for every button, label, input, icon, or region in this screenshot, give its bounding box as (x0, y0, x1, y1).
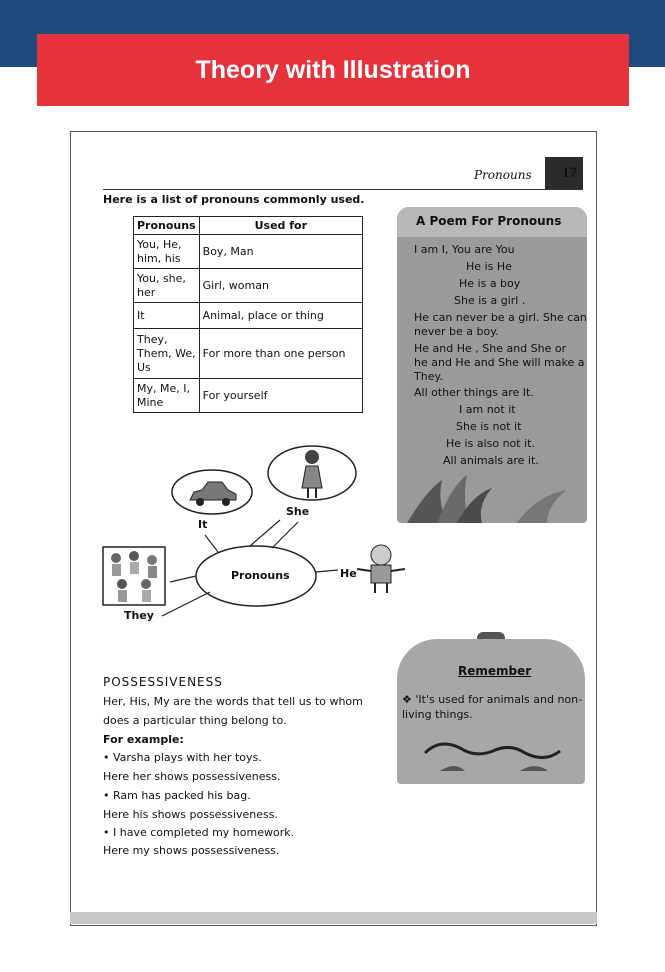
chapter-title: Pronouns (474, 168, 532, 182)
table-cell: Animal, place or thing (199, 303, 362, 329)
table-row (134, 379, 363, 413)
page-frame-bottom (70, 912, 597, 924)
section-title: POSSESSIVENESS (103, 675, 223, 689)
table-cell: You, she, her (134, 269, 200, 303)
example-line: • Ram has packed his bag. (103, 789, 251, 802)
poem-line: He is a boy (459, 277, 521, 290)
pronoun-table (133, 216, 363, 413)
table-cell: Boy, Man (199, 235, 362, 269)
poem-line: he and He and She will make a (414, 356, 585, 369)
grass-illustration (397, 470, 587, 523)
header-rule (103, 189, 583, 190)
body-text: Her, His, My are the words that tell us to whom (103, 695, 363, 708)
table-row (134, 329, 363, 379)
poem-line: He is also not it. (446, 437, 535, 450)
remember-title: Remember (458, 664, 532, 678)
example-line: Here my shows possessiveness. (103, 844, 280, 857)
poem-title: A Poem For Pronouns (416, 214, 562, 228)
table-cell: For yourself (199, 379, 362, 413)
poem-line: He is He (466, 260, 512, 273)
banner-title: Theory with Illustration (195, 55, 471, 84)
girl-icon (300, 448, 324, 500)
poem-line: They. (414, 370, 443, 383)
table-row (134, 303, 363, 329)
poem-line: She is a girl . (454, 294, 526, 307)
example-line: Here her shows possessiveness. (103, 770, 281, 783)
car-icon (188, 478, 238, 508)
diagram-label-it: It (198, 518, 208, 531)
poem-line: never be a boy. (414, 325, 499, 338)
poem-line: She is not it (456, 420, 522, 433)
poem-line: All animals are it. (443, 454, 539, 467)
table-row (134, 269, 363, 303)
diagram-label-she: She (286, 505, 310, 518)
table-cell: Girl, woman (199, 269, 362, 303)
table-cell: My, Me, I, Mine (134, 379, 200, 413)
boy-icon (355, 543, 407, 595)
kids-group-icon (104, 548, 164, 604)
table-cell: They, Them, We, Us (134, 329, 200, 379)
body-text: does a particular thing belong to. (103, 714, 287, 727)
table-cell: It (134, 303, 200, 329)
diamond-bullet-icon: ❖ (402, 693, 416, 706)
poem-line: I am not it (459, 403, 516, 416)
remember-text (402, 692, 584, 722)
example-line: • I have completed my homework. (103, 826, 295, 839)
table-header: Pronouns (134, 217, 200, 235)
diagram-label-they: They (124, 609, 154, 622)
example-label: For example: (103, 733, 184, 746)
table-cell: For more than one person (199, 329, 362, 379)
diagram-label-he: He (340, 567, 357, 580)
table-header-row (134, 217, 363, 235)
intro-text: Here is a list of pronouns commonly used. (103, 193, 365, 206)
table-cell: You, He, him, his (134, 235, 200, 269)
table-header: Used for (199, 217, 362, 235)
remember-note: 'It's used for animals and non-living things. (402, 693, 583, 721)
poem-line: All other things are It. (414, 386, 534, 399)
poem-line: I am I, You are You (414, 243, 515, 256)
scroll-ornament-icon (420, 733, 566, 773)
page-number: 17 (562, 165, 577, 181)
example-line: • Varsha plays with her toys. (103, 751, 262, 764)
example-line: Here his shows possessiveness. (103, 808, 278, 821)
table-row (134, 235, 363, 269)
title-banner (37, 34, 629, 106)
diagram-center: Pronouns (231, 569, 290, 582)
poem-line: He and He , She and She or (414, 342, 567, 355)
poem-line: He can never be a girl. She can (414, 311, 587, 324)
